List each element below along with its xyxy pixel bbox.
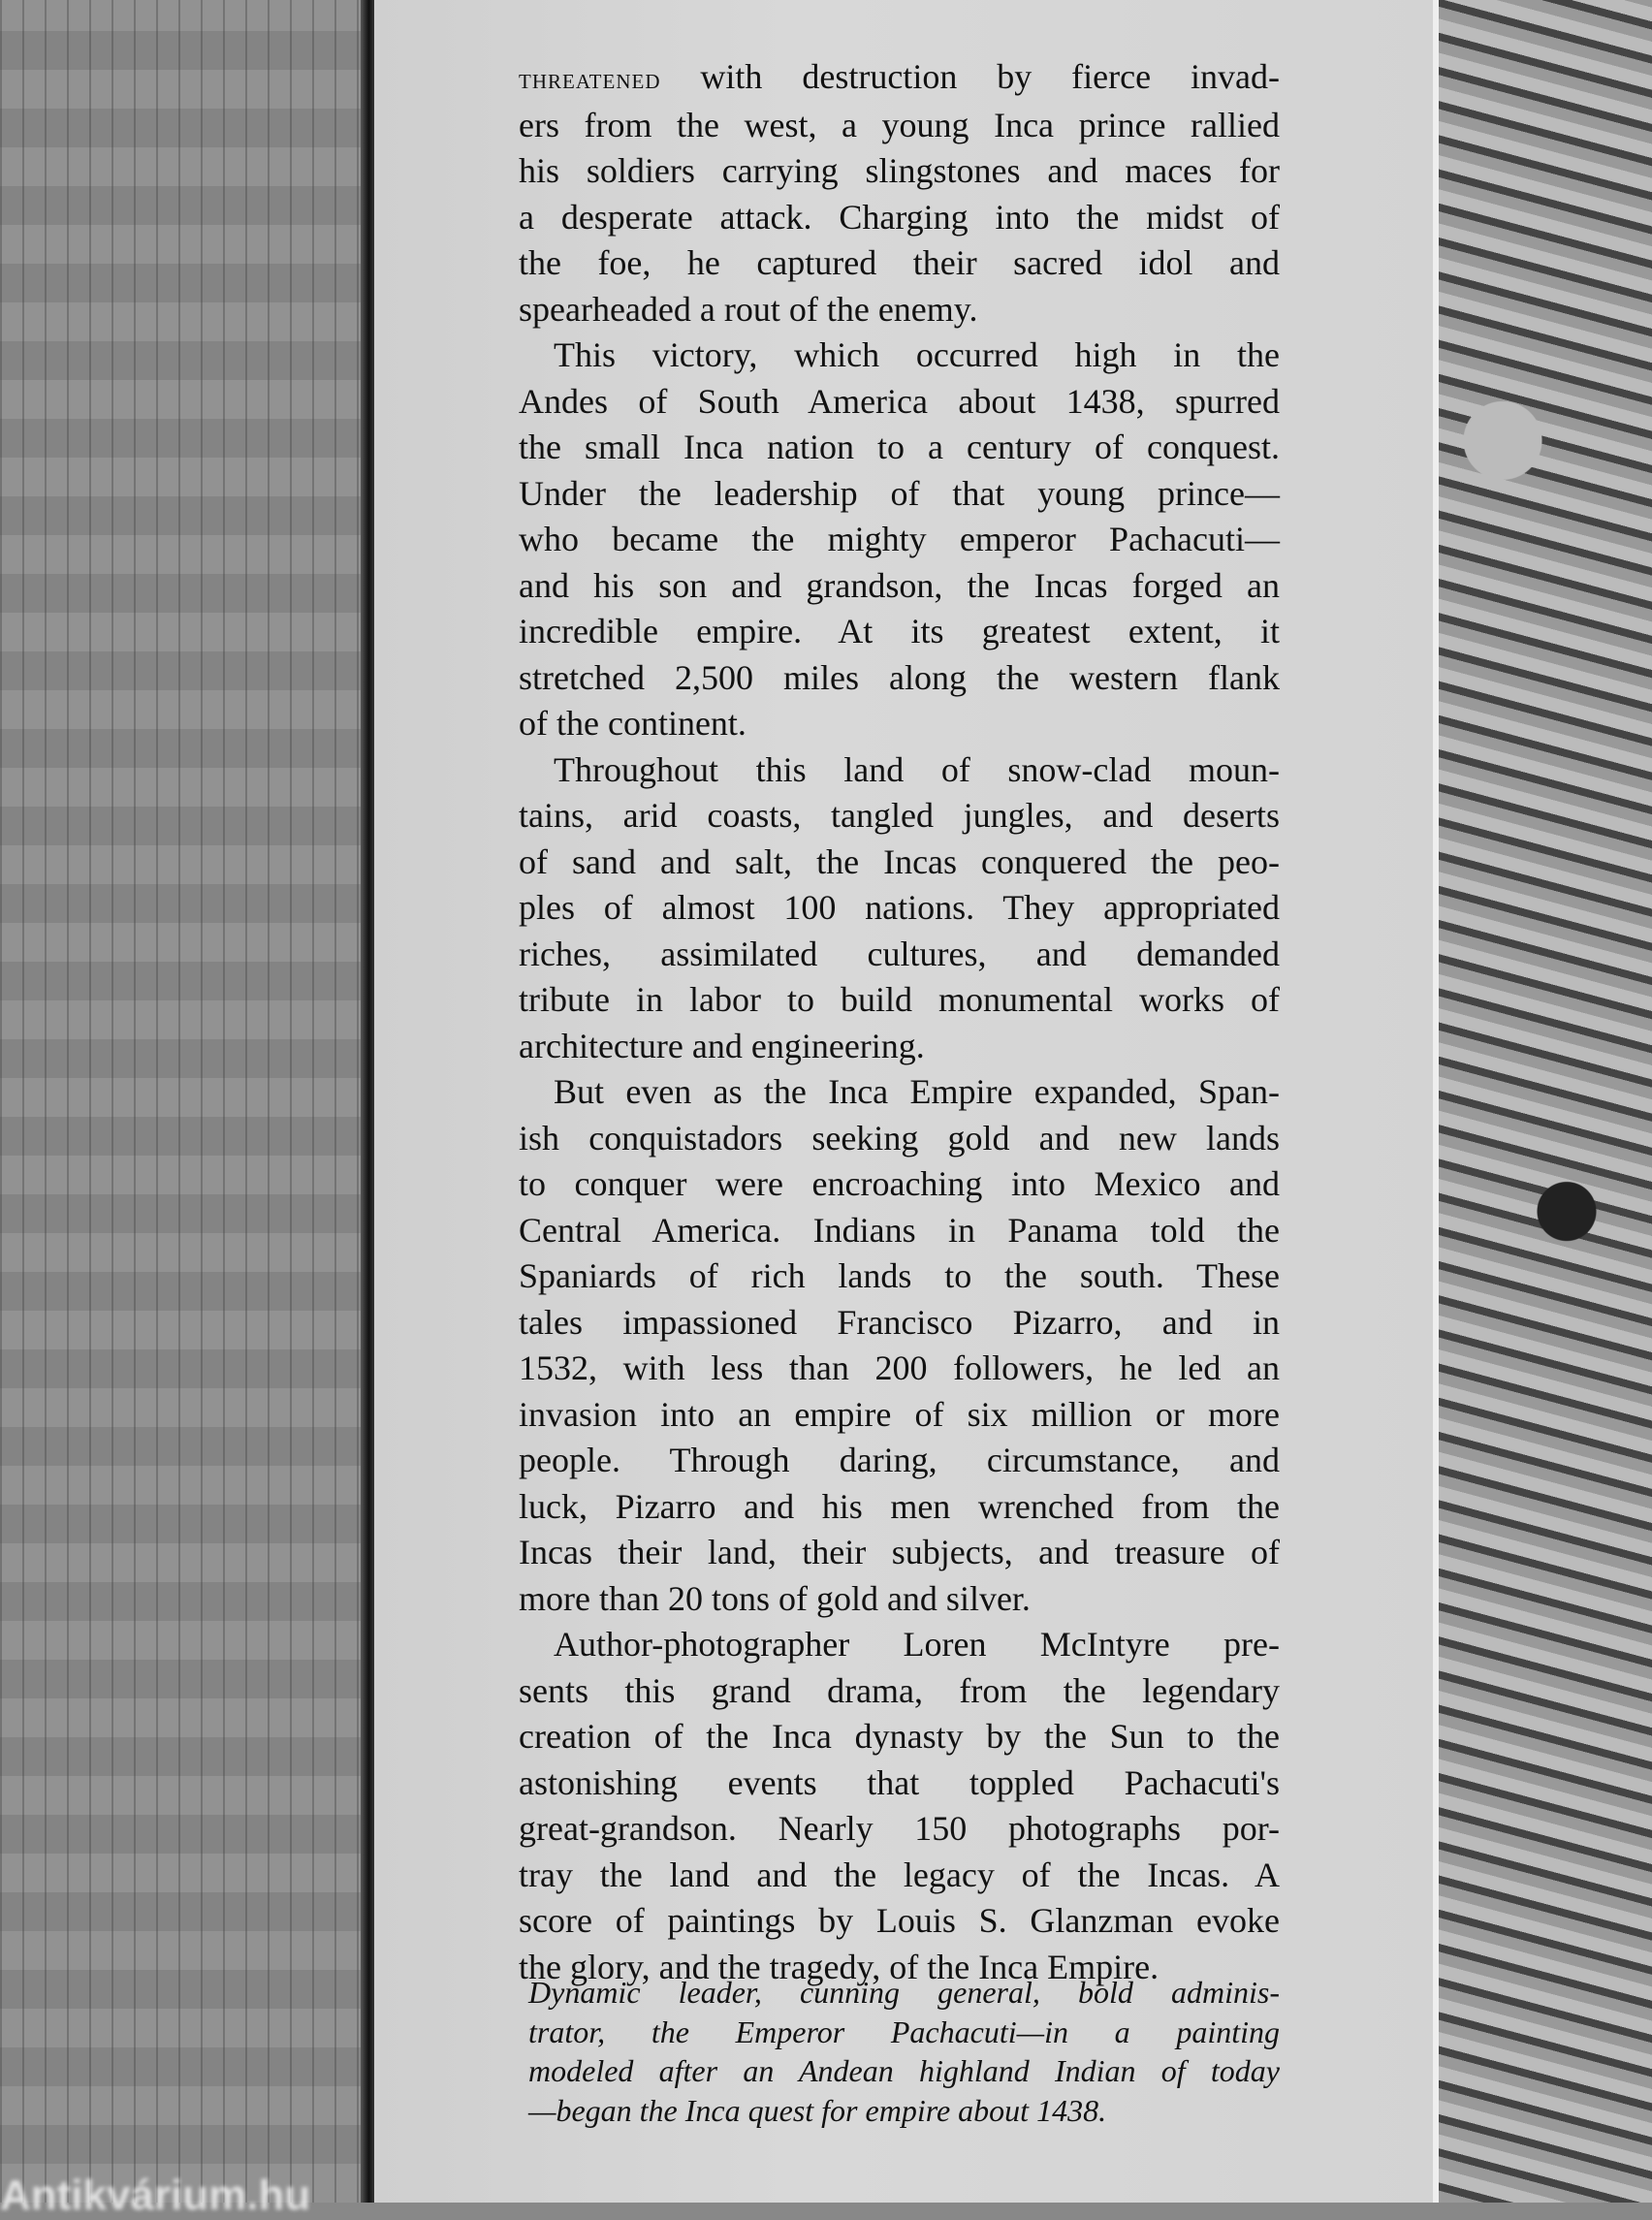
text-line: [519, 287, 1280, 333]
text-line: [519, 1438, 1280, 1484]
flap-body-text: [519, 54, 1280, 1990]
book-spine-edge: [361, 0, 374, 2203]
line-text: of sand and salt, the Incas conquered the peo-: [519, 841, 1280, 881]
text-line: [519, 1898, 1280, 1945]
text-line: [519, 1208, 1280, 1254]
text-line: [519, 379, 1280, 426]
line-text: luck, Pizarro and his men wrenched from the: [519, 1486, 1280, 1526]
cover-photo-strip: [1439, 0, 1652, 2203]
gray-background-panel: [0, 0, 366, 2203]
text-line: [519, 747, 1280, 794]
text-line: [519, 148, 1280, 195]
text-line: [519, 240, 1280, 287]
line-text: and his son and grandson, the Incas forged an: [519, 565, 1280, 605]
painting-caption: [528, 1973, 1280, 2130]
line-text: riches, assimilated cultures, and demanded: [519, 934, 1280, 973]
line-text: But even as the Inca Empire expanded, Span-: [554, 1072, 1280, 1111]
lead-word: threatened: [519, 63, 661, 95]
line-text: score of paintings by Louis S. Glanzman evoke: [519, 1901, 1280, 1940]
text-line: [519, 1392, 1280, 1439]
line-text: of the continent.: [519, 704, 747, 743]
text-line: [519, 1668, 1280, 1715]
line-text: the glory, and the tragedy, of the Inca Empire.: [519, 1947, 1160, 1986]
line-text: tains, arid coasts, tangled jungles, and deserts: [519, 796, 1280, 835]
text-line: [519, 977, 1280, 1024]
line-text: a desperate attack. Charging into the midst of: [519, 197, 1280, 237]
text-line: [519, 1161, 1280, 1208]
line-text: ers from the west, a young Inca prince rallied: [519, 105, 1280, 144]
text-line: [519, 1622, 1280, 1668]
line-text: to conquer were encroaching into Mexico and: [519, 1164, 1280, 1203]
text-line: [519, 609, 1280, 655]
text-line: [519, 1484, 1280, 1531]
line-text: great-grandson. Nearly 150 photographs por-: [519, 1809, 1280, 1848]
line-text: Central America. Indians in Panama told the: [519, 1210, 1280, 1250]
caption-line: trator, the Emperor Pachacuti—in a painting: [528, 2014, 1280, 2049]
text-line: [519, 517, 1280, 563]
line-text: the foe, he captured their sacred idol and: [519, 243, 1280, 282]
text-line: [519, 1300, 1280, 1347]
text-line: [519, 655, 1280, 702]
text-line: [519, 54, 1280, 103]
line-text: creation of the Inca dynasty by the Sun to the: [519, 1717, 1280, 1756]
line-text: invasion into an empire of six million or more: [519, 1394, 1280, 1434]
text-line: [519, 1576, 1280, 1623]
line-text: the small Inca nation to a century of conquest.: [519, 428, 1280, 466]
text-line: [519, 932, 1280, 978]
line-text: Spaniards of rich lands to the south. These: [519, 1256, 1280, 1295]
line-text: This victory, which occurred high in the: [554, 335, 1280, 374]
line-text: sents this grand drama, from the legendary: [519, 1670, 1280, 1710]
caption-line: Dynamic leader, cunning general, bold adminis-: [528, 1975, 1280, 2010]
caption-line: modeled after an Andean highland Indian of today: [528, 2053, 1280, 2089]
text-line: [519, 1116, 1280, 1162]
line-text: incredible empire. At its greatest extent, it: [519, 612, 1280, 650]
watermark: Antikvárium.hu: [0, 2172, 311, 2219]
text-line: [519, 1530, 1280, 1576]
text-line: [519, 1069, 1280, 1116]
line-text: Andes of South America about 1438, spurred: [519, 381, 1280, 421]
line-text: ish conquistadors seeking gold and new lands: [519, 1118, 1280, 1158]
line-text: Incas their land, their subjects, and treasure of: [519, 1533, 1280, 1571]
text-line: [519, 425, 1280, 471]
text-line: [519, 1853, 1280, 1899]
text-line: [519, 1253, 1280, 1300]
text-line: [519, 1760, 1280, 1807]
line-text: who became the mighty emperor Pachacuti—: [519, 520, 1280, 558]
line-text: Under the leadership of that young prince—: [519, 473, 1280, 513]
line-text: more than 20 tons of gold and silver.: [519, 1578, 1031, 1618]
text-line: [519, 195, 1280, 241]
text-line: [519, 840, 1280, 886]
text-line: [519, 1024, 1280, 1070]
text-line: [519, 333, 1280, 379]
line-text: people. Through daring, circumstance, and: [519, 1441, 1280, 1479]
caption-line: —began the Inca quest for empire about 1438.: [528, 2092, 1107, 2128]
text-line: [519, 1346, 1280, 1392]
line-text: Throughout this land of snow-clad moun-: [554, 749, 1280, 789]
line-text: ples of almost 100 nations. They appropriated: [519, 888, 1280, 927]
text-line: [519, 563, 1280, 610]
text-line: [519, 103, 1280, 149]
line-text: tales impassioned Francisco Pizarro, and in: [519, 1302, 1280, 1342]
line-text: architecture and engineering.: [519, 1026, 925, 1065]
text-line: [519, 885, 1280, 932]
line-text: spearheaded a rout of the enemy.: [519, 289, 978, 329]
text-line: [519, 471, 1280, 518]
line-text: with destruction by fierce invad-: [700, 57, 1280, 96]
line-text: Author-photographer Loren McIntyre pre-: [554, 1625, 1280, 1664]
text-line: [519, 1714, 1280, 1760]
line-text: his soldiers carrying slingstones and maces for: [519, 151, 1280, 190]
text-line: [519, 1806, 1280, 1853]
text-line: [519, 701, 1280, 747]
line-text: tray the land and the legacy of the Incas. A: [519, 1855, 1280, 1894]
line-text: 1532, with less than 200 followers, he led an: [519, 1348, 1280, 1387]
line-text: tribute in labor to build monumental works of: [519, 980, 1280, 1019]
line-text: stretched 2,500 miles along the western flank: [519, 657, 1280, 697]
line-text: astonishing events that toppled Pachacuti's: [519, 1762, 1280, 1802]
text-line: [519, 793, 1280, 840]
